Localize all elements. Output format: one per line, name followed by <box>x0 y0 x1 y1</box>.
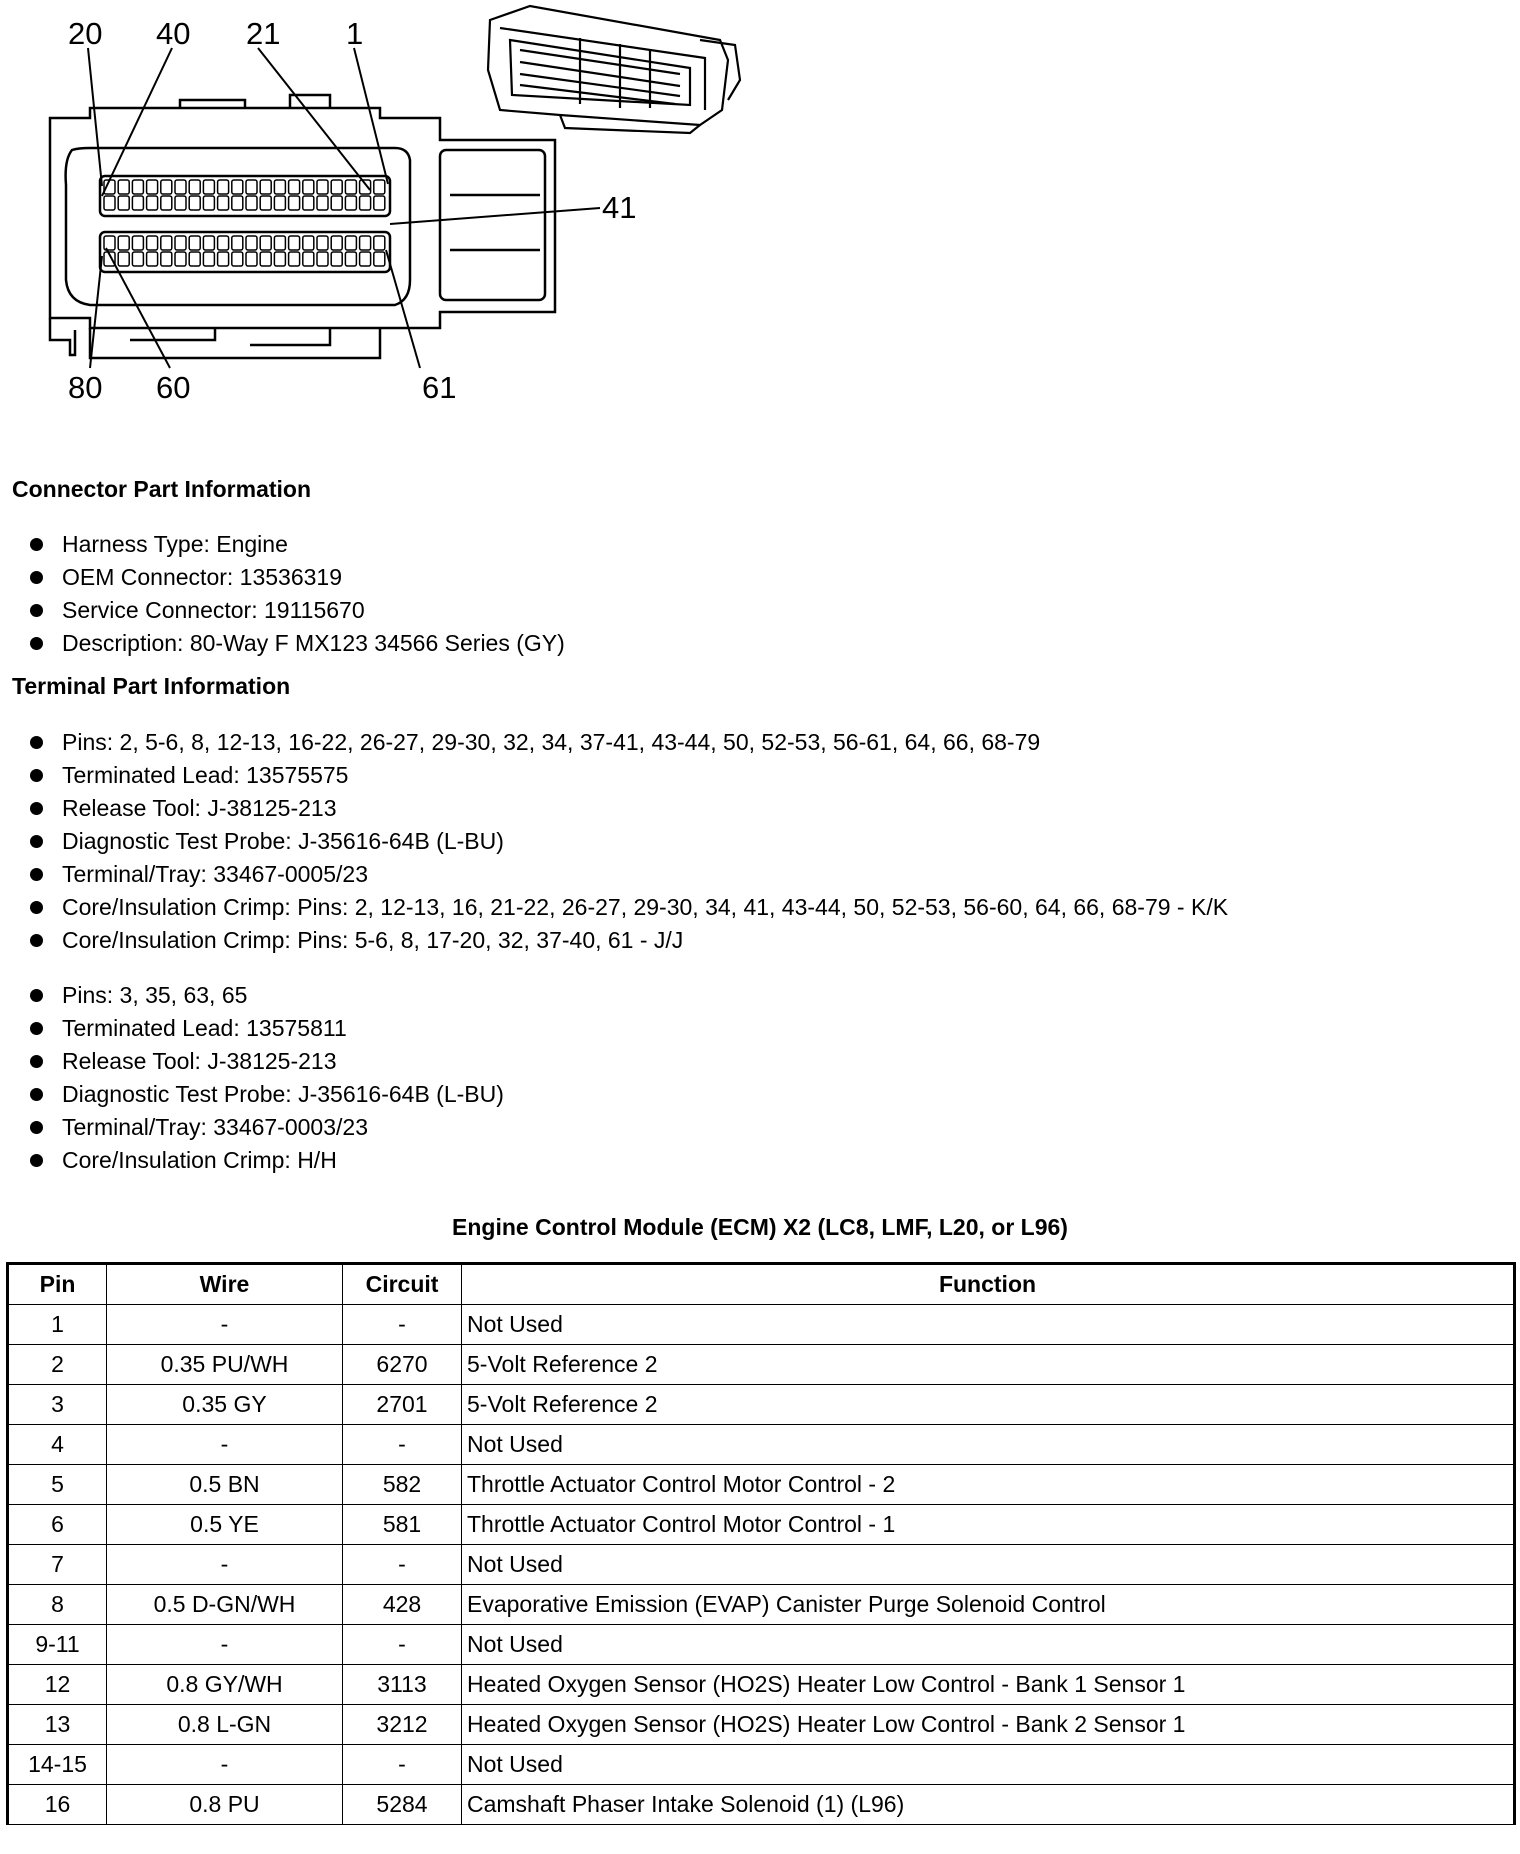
bullet-icon <box>30 868 43 881</box>
cell-circuit: 2701 <box>343 1385 462 1425</box>
bullet-icon <box>30 1055 43 1068</box>
cell-pin: 3 <box>8 1385 107 1425</box>
cell-circuit: 5284 <box>343 1785 462 1825</box>
table-caption: Engine Control Module (ECM) X2 (LC8, LMF, L20, or L96) <box>452 1214 1068 1240</box>
bullet-icon <box>30 1154 43 1167</box>
list-item: Release Tool: J-38125-213 <box>0 1045 504 1078</box>
pin-cavity <box>189 236 200 250</box>
cell-pin: 1 <box>8 1305 107 1345</box>
pin-cavity <box>289 252 300 266</box>
pin-cavity <box>260 252 271 266</box>
list-item: Core/Insulation Crimp: Pins: 5-6, 8, 17-20, 32, 37-40, 61 - J/J <box>0 924 1228 957</box>
bullet-icon <box>30 934 43 947</box>
cell-wire: 0.5 BN <box>107 1465 343 1505</box>
pin-cavity <box>331 196 342 210</box>
pin-cavity <box>360 236 371 250</box>
cell-circuit: - <box>343 1745 462 1785</box>
table-header-row <box>8 1264 1515 1305</box>
table-row <box>8 1385 1515 1425</box>
cell-pin: 7 <box>8 1545 107 1585</box>
terminal-info-list-1 <box>0 726 1228 957</box>
list-item: Service Connector: 19115670 <box>0 594 565 627</box>
pin-cavity <box>161 236 172 250</box>
cell-function: Not Used <box>462 1625 1515 1665</box>
bullet-icon <box>30 571 43 584</box>
connector-part-info-heading: Connector Part Information <box>12 476 312 502</box>
bullet-icon <box>30 901 43 914</box>
cell-pin: 9-11 <box>8 1625 107 1665</box>
pin-cavity <box>175 236 186 250</box>
pin-cavity <box>345 252 356 266</box>
cell-wire: 0.35 PU/WH <box>107 1345 343 1385</box>
list-item: Description: 80-Way F MX123 34566 Series (GY) <box>0 627 565 660</box>
pin-cavity <box>218 252 229 266</box>
pin-cavity <box>132 196 143 210</box>
pin-cavity <box>118 236 129 250</box>
cell-wire: - <box>107 1625 343 1665</box>
list-item: Pins: 2, 5-6, 8, 12-13, 16-22, 26-27, 29-30, 32, 34, 37-41, 43-44, 50, 52-53, 56-61, 64, 66, 68-79 <box>0 726 1228 759</box>
pin-cavity <box>161 252 172 266</box>
cell-wire: 0.8 GY/WH <box>107 1665 343 1705</box>
list-item: Terminated Lead: 13575811 <box>0 1012 504 1045</box>
cell-wire: - <box>107 1745 343 1785</box>
pin-cavity <box>147 180 158 194</box>
pin-cavity <box>175 252 186 266</box>
pin-cavity <box>189 252 200 266</box>
cell-circuit: - <box>343 1305 462 1345</box>
callout-60: 60 <box>156 370 191 405</box>
pin-cavity <box>132 180 143 194</box>
pin-cavity <box>260 236 271 250</box>
callout-40: 40 <box>156 16 191 51</box>
pin-cavity <box>147 252 158 266</box>
cell-wire: 0.8 L-GN <box>107 1705 343 1745</box>
header-function: Function <box>462 1264 1515 1305</box>
pin-cavity <box>246 180 257 194</box>
table-row <box>8 1745 1515 1785</box>
cell-function: Camshaft Phaser Intake Solenoid (1) (L96) <box>462 1785 1515 1825</box>
terminal-info-list-2 <box>0 979 504 1177</box>
connector-diagram <box>0 0 760 420</box>
pin-cavity <box>118 252 129 266</box>
pin-cavity <box>317 196 328 210</box>
callout-61: 61 <box>422 370 457 405</box>
pin-cavity <box>175 196 186 210</box>
cell-wire: 0.35 GY <box>107 1385 343 1425</box>
list-item: Core/Insulation Crimp: Pins: 2, 12-13, 16, 21-22, 26-27, 29-30, 34, 41, 43-44, 50, 52-53, 56-60, 64, 66, 68-79 - K/K <box>0 891 1228 924</box>
pin-cavity <box>331 236 342 250</box>
cell-function: Heated Oxygen Sensor (HO2S) Heater Low Control - Bank 2 Sensor 1 <box>462 1705 1515 1745</box>
table-row <box>8 1505 1515 1545</box>
pin-cavity <box>289 196 300 210</box>
pin-cavity <box>374 252 385 266</box>
list-item: Diagnostic Test Probe: J-35616-64B (L-BU) <box>0 1078 504 1111</box>
connector-info-list <box>0 528 565 660</box>
pin-cavity <box>331 180 342 194</box>
header-circuit: Circuit <box>343 1264 462 1305</box>
table-row <box>8 1585 1515 1625</box>
cell-circuit: 3113 <box>343 1665 462 1705</box>
cell-circuit: 428 <box>343 1585 462 1625</box>
pin-cavity <box>104 196 115 210</box>
table-row <box>8 1425 1515 1465</box>
cell-function: Not Used <box>462 1545 1515 1585</box>
cell-pin: 8 <box>8 1585 107 1625</box>
pin-cavity <box>345 196 356 210</box>
pin-cavity <box>203 252 214 266</box>
callout-41: 41 <box>602 190 637 225</box>
cell-wire: - <box>107 1425 343 1465</box>
cell-pin: 5 <box>8 1465 107 1505</box>
pin-cavity <box>260 180 271 194</box>
pin-cavity <box>232 180 243 194</box>
pin-cavity <box>360 196 371 210</box>
pin-cavity <box>189 180 200 194</box>
cell-pin: 2 <box>8 1345 107 1385</box>
pin-cavity <box>218 236 229 250</box>
callout-80: 80 <box>68 370 103 405</box>
pin-cavity <box>232 236 243 250</box>
cell-pin: 14-15 <box>8 1745 107 1785</box>
cell-circuit: - <box>343 1425 462 1465</box>
header-pin: Pin <box>8 1264 107 1305</box>
header-wire: Wire <box>107 1264 343 1305</box>
cell-circuit: 581 <box>343 1505 462 1545</box>
pin-cavity <box>118 180 129 194</box>
pin-cavity <box>246 236 257 250</box>
table-row <box>8 1785 1515 1825</box>
cell-pin: 12 <box>8 1665 107 1705</box>
bullet-icon <box>30 769 43 782</box>
pin-cavity <box>360 180 371 194</box>
cell-function: Throttle Actuator Control Motor Control - 2 <box>462 1465 1515 1505</box>
cell-circuit: 6270 <box>343 1345 462 1385</box>
pin-cavity <box>345 236 356 250</box>
callout-21: 21 <box>246 16 281 51</box>
cell-wire: - <box>107 1305 343 1345</box>
pin-cavity <box>274 236 285 250</box>
pin-cavity <box>246 196 257 210</box>
list-item: Pins: 3, 35, 63, 65 <box>0 979 504 1012</box>
list-item: Terminal/Tray: 33467-0003/23 <box>0 1111 504 1144</box>
table-row <box>8 1705 1515 1745</box>
callout-1: 1 <box>346 16 364 51</box>
table-row <box>8 1545 1515 1585</box>
bullet-icon <box>30 1121 43 1134</box>
pin-cavity <box>303 236 314 250</box>
cell-wire: - <box>107 1545 343 1585</box>
cell-function: Not Used <box>462 1305 1515 1345</box>
connector-rim <box>66 148 410 305</box>
pin-cavity <box>147 236 158 250</box>
bullet-icon <box>30 802 43 815</box>
list-item: Core/Insulation Crimp: H/H <box>0 1144 504 1177</box>
list-item: Terminated Lead: 13575575 <box>0 759 1228 792</box>
pin-cavity <box>289 180 300 194</box>
bullet-icon <box>30 989 43 1002</box>
table-row <box>8 1465 1515 1505</box>
pin-cavity <box>317 236 328 250</box>
pin-cavity <box>289 236 300 250</box>
pin-cavity <box>317 180 328 194</box>
pin-cavity <box>218 196 229 210</box>
list-item: Release Tool: J-38125-213 <box>0 792 1228 825</box>
cell-circuit: - <box>343 1625 462 1665</box>
pin-cavity <box>147 196 158 210</box>
pin-cavity <box>260 196 271 210</box>
pin-cavity <box>303 196 314 210</box>
cell-wire: 0.5 YE <box>107 1505 343 1545</box>
cell-function: 5-Volt Reference 2 <box>462 1385 1515 1425</box>
bullet-icon <box>30 1022 43 1035</box>
pinout-table <box>6 1262 1516 1825</box>
cell-circuit: 582 <box>343 1465 462 1505</box>
cell-wire: 0.8 PU <box>107 1785 343 1825</box>
cell-circuit: 3212 <box>343 1705 462 1745</box>
connector-3d-view <box>488 6 740 133</box>
cell-circuit: - <box>343 1545 462 1585</box>
pin-cavity <box>203 236 214 250</box>
cell-function: Heated Oxygen Sensor (HO2S) Heater Low Control - Bank 1 Sensor 1 <box>462 1665 1515 1705</box>
pin-cavity <box>161 196 172 210</box>
list-item: OEM Connector: 13536319 <box>0 561 565 594</box>
bullet-icon <box>30 1088 43 1101</box>
pin-cavity <box>175 180 186 194</box>
pin-cavity <box>303 252 314 266</box>
callout-20: 20 <box>68 16 103 51</box>
table-row <box>8 1305 1515 1345</box>
table-row <box>8 1625 1515 1665</box>
pin-cavity <box>232 252 243 266</box>
cell-function: Not Used <box>462 1745 1515 1785</box>
pin-cavity <box>345 180 356 194</box>
cell-pin: 4 <box>8 1425 107 1465</box>
cell-function: 5-Volt Reference 2 <box>462 1345 1515 1385</box>
cell-wire: 0.5 D-GN/WH <box>107 1585 343 1625</box>
pin-cavity <box>374 196 385 210</box>
pin-cavity <box>331 252 342 266</box>
pin-cavity <box>274 252 285 266</box>
pin-cavity <box>274 180 285 194</box>
table-row <box>8 1665 1515 1705</box>
pin-cavity <box>218 180 229 194</box>
list-item: Harness Type: Engine <box>0 528 565 561</box>
pin-cavity <box>246 252 257 266</box>
bullet-icon <box>30 637 43 650</box>
pin-cavity <box>203 196 214 210</box>
cell-pin: 16 <box>8 1785 107 1825</box>
pin-cavity <box>274 196 285 210</box>
table-row <box>8 1345 1515 1385</box>
pin-cavity <box>161 180 172 194</box>
table-body <box>8 1305 1515 1825</box>
pin-cavity <box>189 196 200 210</box>
bullet-icon <box>30 835 43 848</box>
pin-cavity <box>104 236 115 250</box>
pin-cavity <box>132 252 143 266</box>
pin-cavity <box>232 196 243 210</box>
pin-cavity <box>203 180 214 194</box>
bullet-icon <box>30 736 43 749</box>
list-item: Diagnostic Test Probe: J-35616-64B (L-BU) <box>0 825 1228 858</box>
terminal-part-info-heading: Terminal Part Information <box>12 673 291 699</box>
pin-cavity <box>374 236 385 250</box>
pin-cavity <box>374 180 385 194</box>
list-item: Terminal/Tray: 33467-0005/23 <box>0 858 1228 891</box>
pin-cavity <box>303 180 314 194</box>
connector-latch <box>440 150 545 300</box>
pin-cavity <box>132 236 143 250</box>
bullet-icon <box>30 538 43 551</box>
cell-function: Evaporative Emission (EVAP) Canister Purge Solenoid Control <box>462 1585 1515 1625</box>
pin-cavities <box>104 180 385 266</box>
cell-function: Not Used <box>462 1425 1515 1465</box>
pin-cavity <box>317 252 328 266</box>
pin-cavity <box>360 252 371 266</box>
cell-pin: 6 <box>8 1505 107 1545</box>
bullet-icon <box>30 604 43 617</box>
pin-cavity <box>118 196 129 210</box>
cell-function: Throttle Actuator Control Motor Control - 1 <box>462 1505 1515 1545</box>
cell-pin: 13 <box>8 1705 107 1745</box>
